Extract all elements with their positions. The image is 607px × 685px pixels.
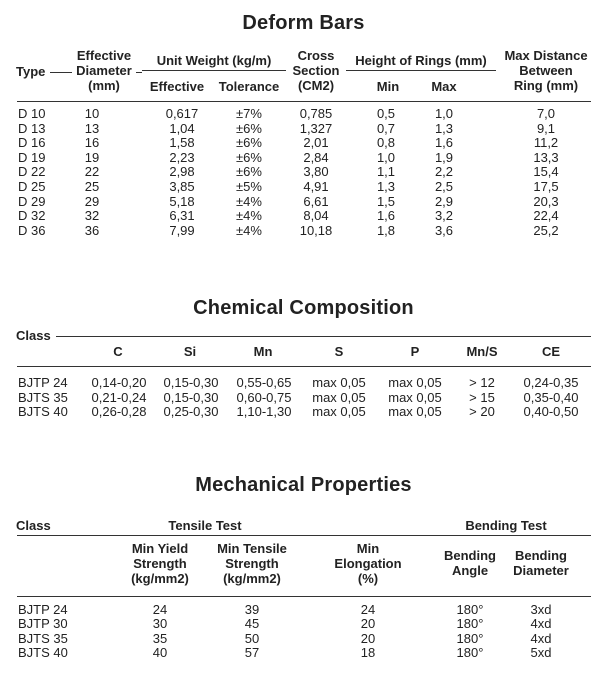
deform-row-cell: 1,04: [169, 120, 195, 136]
mech-top-line: [17, 535, 591, 536]
deform-row-cell: 7,99: [169, 222, 195, 238]
chem-row-cell: 0,40-0,50: [523, 404, 579, 419]
deform-row-cell: ±6%: [236, 120, 262, 136]
chem-row-cell: 0,14-0,20: [91, 375, 147, 390]
cross-section-header: [286, 48, 346, 93]
deform-row-cell: 2,98: [169, 164, 195, 180]
rings-min-header: Min: [376, 79, 400, 94]
deform-row-cell: 1,3: [376, 179, 396, 194]
elongation-line3: (%): [357, 571, 379, 586]
rings-header: Height of Rings (mm): [355, 53, 487, 68]
type-header: Type: [16, 64, 46, 79]
chem-row-cell: max 0,05: [388, 375, 442, 390]
rings-max-header: Max: [431, 79, 457, 94]
mech-row-cell: 20: [360, 616, 376, 632]
deform-row-cell: 1,5: [376, 193, 396, 209]
chem-row-cell: 0,21-0,24: [91, 389, 147, 405]
deform-row-cell: 7,0: [536, 106, 556, 121]
mech-row-cell: 30: [152, 616, 168, 632]
elongation-line1: Min: [356, 541, 380, 556]
deform-row-cell: 2,23: [169, 149, 195, 165]
deform-row-cell: 0,5: [376, 106, 396, 121]
deform-row-cell: 3,80: [303, 164, 329, 180]
deform-row-cell: 9,1: [536, 120, 556, 136]
chem-top-line: [56, 336, 591, 337]
mech-row-cell: 24: [152, 602, 168, 617]
deform-row-cell: 5,18: [169, 193, 195, 209]
deform-row-cell: 29: [84, 193, 100, 209]
cross-header-line3: (CM2): [297, 78, 335, 93]
yield-line2: Strength: [133, 556, 187, 571]
chem-row-cell: max 0,05: [312, 404, 366, 419]
mech-row-cell: BJTS 35: [18, 630, 68, 646]
mech-row-cell: 39: [244, 602, 260, 617]
deform-row-cell: D 32: [18, 208, 46, 224]
distance-header-line1: Max Distance: [504, 48, 588, 63]
chem-header-si: Si: [183, 344, 197, 359]
mech-row-cell: 180°: [456, 602, 484, 617]
tensile-strength-header: [200, 541, 304, 586]
bend-diameter-line1: Bending: [515, 548, 567, 563]
mech-row-cell: 180°: [456, 616, 484, 632]
bending-diameter-header: [506, 548, 576, 578]
mech-row-cell: BJTP 24: [18, 602, 68, 617]
chem-header-p: P: [410, 344, 420, 359]
chem-row-cell: max 0,05: [388, 404, 442, 419]
deform-row-cell: 1,0: [376, 149, 396, 165]
deform-row-cell: 3,6: [434, 222, 454, 238]
chem-header-ce: CE: [541, 344, 561, 359]
max-distance-header: [496, 48, 596, 93]
cross-header-line2: Section: [292, 63, 340, 78]
chem-row-cell: BJTS 35: [18, 389, 68, 405]
mech-row-cell: 180°: [456, 630, 484, 646]
mech-row-cell: 57: [244, 645, 260, 661]
deform-row-cell: ±4%: [236, 193, 262, 209]
type-dash-line: [50, 72, 72, 73]
deform-row-cell: ±6%: [236, 135, 262, 151]
angle-line1: Bending: [444, 548, 496, 563]
elongation-header: [318, 541, 418, 586]
mech-row-cell: 3xd: [530, 602, 552, 617]
deform-row-cell: D 19: [18, 149, 46, 165]
chem-row-cell: > 15: [469, 389, 495, 405]
chemical-composition-title: Chemical Composition: [193, 297, 414, 319]
mech-row-cell: 20: [360, 630, 376, 646]
deform-row-cell: 20,3: [533, 193, 559, 209]
deform-row-cell: 0,8: [376, 135, 396, 151]
chem-header-mn: Mn: [253, 344, 273, 359]
mech-row-cell: 18: [360, 645, 376, 661]
deform-row-cell: D 25: [18, 179, 46, 194]
deform-row-cell: 13: [84, 120, 100, 136]
mech-row-cell: 40: [152, 645, 168, 661]
deform-row-cell: D 10: [18, 106, 46, 121]
chem-row-cell: max 0,05: [388, 389, 442, 405]
chem-row-cell: 0,55-0,65: [236, 375, 292, 390]
deform-row-cell: 1,8: [376, 222, 396, 238]
deform-row-cell: 4,91: [303, 179, 329, 194]
deform-row-cell: 2,84: [303, 149, 329, 165]
diameter-header-line1: Effective: [76, 48, 132, 63]
tensile-test-header: Tensile Test: [168, 518, 242, 533]
diameter-header-line3: (mm): [88, 78, 120, 93]
deform-row-cell: 17,5: [533, 179, 559, 194]
deform-row-cell: 10,18: [299, 222, 333, 238]
mech-row-cell: 50: [244, 630, 260, 646]
deform-row-cell: 36: [84, 222, 100, 238]
deform-bars-title: Deform Bars: [242, 12, 365, 34]
deform-row-cell: 6,61: [303, 193, 329, 209]
yield-line1: Min Yield: [131, 541, 189, 556]
chem-header-mns: Mn/S: [466, 344, 498, 359]
deform-row-cell: D 36: [18, 222, 46, 238]
deform-row-cell: 25,2: [533, 222, 559, 238]
deform-row-cell: 1,9: [434, 149, 454, 165]
deform-row-cell: 1,3: [434, 120, 454, 136]
mech-class-header: Class: [16, 518, 51, 533]
mech-row-cell: 4xd: [530, 616, 552, 632]
deform-row-cell: 3,85: [169, 179, 195, 194]
mech-header-divider: [17, 596, 591, 597]
deform-row-cell: 32: [84, 208, 100, 224]
chem-row-cell: 0,26-0,28: [91, 404, 147, 419]
mech-row-cell: 45: [244, 616, 260, 632]
chem-row-cell: 0,15-0,30: [163, 375, 219, 390]
tensile-line1: Min Tensile: [217, 541, 287, 556]
deform-row-cell: 13,3: [533, 149, 559, 165]
chem-row-cell: max 0,05: [312, 375, 366, 390]
deform-row-cell: 0,617: [165, 106, 199, 121]
cross-header-line1: Cross: [297, 48, 335, 63]
deform-row-cell: 1,58: [169, 135, 195, 151]
deform-row-cell: 11,2: [533, 135, 559, 151]
diameter-header: [72, 48, 136, 93]
yield-line3: (kg/mm2): [131, 571, 189, 586]
chem-row-cell: > 12: [469, 375, 495, 390]
deform-row-cell: 6,31: [169, 208, 195, 224]
bend-diameter-line2: Diameter: [513, 563, 569, 578]
mech-row-cell: BJTP 30: [18, 616, 68, 632]
deform-row-cell: ±4%: [236, 222, 262, 238]
chem-row-cell: 0,24-0,35: [523, 375, 579, 390]
deform-row-cell: 15,4: [533, 164, 559, 180]
deform-row-cell: ±6%: [236, 149, 262, 165]
deform-row-cell: 2,9: [434, 193, 454, 209]
chem-row-cell: 0,60-0,75: [236, 389, 292, 405]
deform-row-cell: 1,327: [299, 120, 333, 136]
deform-row-cell: ±4%: [236, 208, 262, 224]
mech-row-cell: 35: [152, 630, 168, 646]
deform-row-cell: 3,2: [434, 208, 454, 224]
deform-row-cell: 1,0: [434, 106, 454, 121]
deform-row-cell: ±5%: [236, 179, 262, 194]
elongation-line2: Elongation: [334, 556, 402, 571]
mech-row-cell: 24: [360, 602, 376, 617]
mechanical-properties-title: Mechanical Properties: [195, 474, 412, 496]
chem-row-cell: 1,10-1,30: [236, 404, 292, 419]
deform-row-cell: 8,04: [303, 208, 329, 224]
bending-test-header: Bending Test: [465, 518, 547, 533]
deform-row-cell: 19: [84, 149, 100, 165]
distance-header-line2: Between: [519, 63, 573, 78]
deform-row-cell: 10: [84, 106, 100, 121]
unit-weight-underline: [142, 70, 286, 71]
deform-header-divider: [17, 101, 591, 102]
chem-class-header: Class: [16, 328, 51, 343]
deform-row-cell: D 22: [18, 164, 46, 180]
distance-header-line3: Ring (mm): [513, 78, 579, 93]
deform-row-cell: D 16: [18, 135, 46, 151]
deform-row-cell: 2,2: [434, 164, 454, 180]
deform-row-cell: 2,01: [303, 135, 329, 151]
chem-row-cell: max 0,05: [312, 389, 366, 405]
chem-row-cell: BJTP 24: [18, 375, 68, 390]
chem-header-s: S: [334, 344, 344, 359]
diameter-header-line2: Diameter: [76, 63, 132, 78]
unit-weight-header: Unit Weight (kg/m): [156, 53, 272, 68]
bending-angle-header: [432, 548, 508, 578]
mech-row-cell: BJTS 40: [18, 645, 68, 661]
chem-header-c: C: [113, 344, 123, 359]
angle-line2: Angle: [451, 563, 489, 578]
chem-header-divider: [17, 366, 591, 367]
mech-row-cell: 5xd: [530, 645, 552, 661]
deform-row-cell: 1,6: [376, 208, 396, 224]
deform-row-cell: ±6%: [236, 164, 262, 180]
mech-row-cell: 4xd: [530, 630, 552, 646]
deform-row-cell: 22: [84, 164, 100, 180]
tensile-line3: (kg/mm2): [223, 571, 281, 586]
yield-strength-header: [110, 541, 210, 586]
tolerance-header: Tolerance: [218, 79, 280, 94]
chem-row-cell: 0,25-0,30: [163, 404, 219, 419]
deform-row-cell: 16: [84, 135, 100, 151]
deform-row-cell: 1,1: [376, 164, 396, 180]
diameter-dash-line: [136, 72, 142, 73]
chem-row-cell: 0,15-0,30: [163, 389, 219, 405]
deform-row-cell: 0,785: [299, 106, 333, 121]
deform-row-cell: 25: [84, 179, 100, 194]
deform-row-cell: D 13: [18, 120, 46, 136]
chem-row-cell: > 20: [469, 404, 495, 419]
deform-row-cell: 0,7: [376, 120, 396, 136]
mech-row-cell: 180°: [456, 645, 484, 661]
deform-row-cell: D 29: [18, 193, 46, 209]
deform-row-cell: 22,4: [533, 208, 559, 224]
deform-row-cell: 2,5: [434, 179, 454, 194]
deform-row-cell: ±7%: [236, 106, 262, 121]
tensile-line2: Strength: [225, 556, 279, 571]
chem-row-cell: BJTS 40: [18, 404, 68, 419]
effective-header: Effective: [149, 79, 205, 94]
chem-row-cell: 0,35-0,40: [523, 389, 579, 405]
rings-underline: [346, 70, 496, 71]
deform-row-cell: 1,6: [434, 135, 454, 151]
